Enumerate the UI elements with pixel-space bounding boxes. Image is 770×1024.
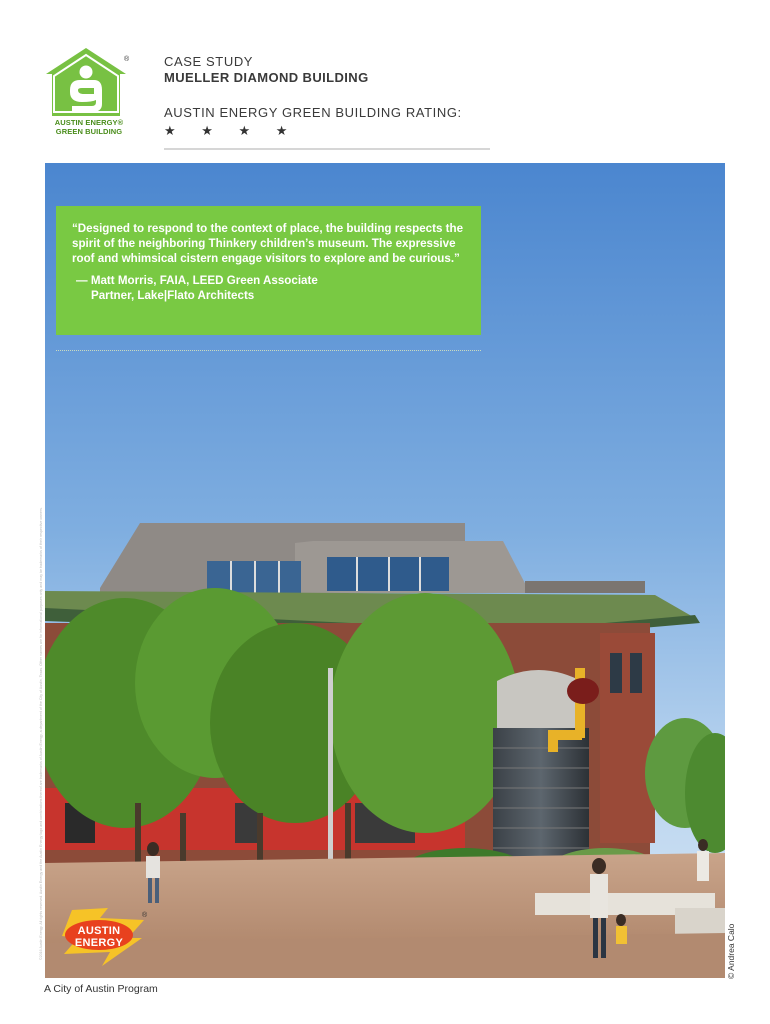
austin-energy-logo [58,908,150,966]
badge-line-2: ENERGY [74,937,124,949]
austin-energy-green-building-logo [42,46,138,142]
registered-mark: ® [124,56,130,63]
testimonial-quote-box [56,206,481,335]
badge-registered-mark: ® [142,912,148,919]
logo-line-2: GREEN BUILDING [55,127,123,136]
footer-text: A City of Austin Program [44,983,158,995]
quote-attribution-role: Partner, Lake|Flato Architects [91,289,255,302]
quote-text: “Designed to respond to the context of place, the building respects the spirit of the neighboring Thinkery children’s museum. The expressive roof and whimsical cistern engage visitors to explore and be curious.” [72,222,464,265]
header [164,54,490,139]
rating-label: AUSTIN ENERGY GREEN BUILDING RATING: [164,105,462,120]
header-divider [164,148,490,150]
photo-credit: © Andrea Calo [726,923,736,979]
quote-attribution: — Matt Morris, FAIA, LEED Green Associate [76,274,318,287]
page-title: MUELLER DIAMOND BUILDING [164,70,369,85]
eyebrow: CASE STUDY [164,54,254,69]
legal-notice: ©2016 Austin Energy. All rights reserved. Austin Energy and the Austin Energy logo and combinations thereof are trademarks of Austin Energy, a department of the City of Austin, Texas. Other names are for informational purposes only and may be trademarks of their respective owners. [39,507,43,960]
dotted-divider [56,350,481,351]
rating-stars: ★ ★ ★ ★ [164,123,299,138]
badge-line-1: AUSTIN [77,925,121,937]
logo-line-1: AUSTIN ENERGY® [54,118,124,127]
logo-wordmark [42,118,136,136]
